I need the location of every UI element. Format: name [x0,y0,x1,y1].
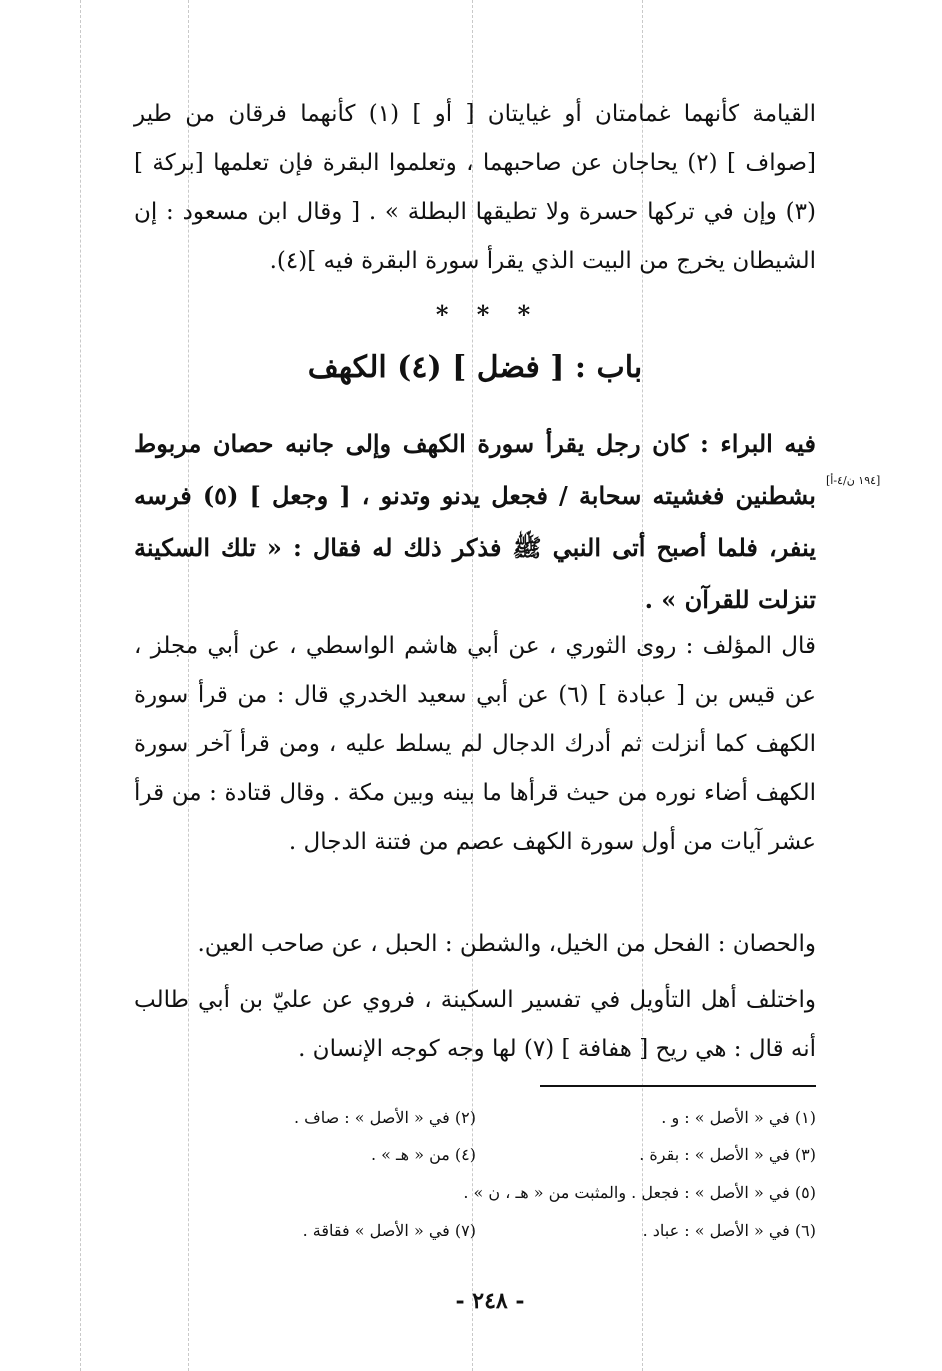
interpretation-paragraph: واختلف أهل التأويل في تفسير السكينة ، فروي عن عليّ بن أبي طالب أنه قال : هي ريح [ هفافة ] (٧) لها وجه كوجه الإنسان . [134,987,816,1062]
paragraph-top: القيامة كأنهما غمامتان أو غيايتان [ أو ] (١) كأنهما فرقان من طير [صواف ] (٢) يحاجان عن صاحبهما ، وتعلموا البقرة فإن تعلمها [بركة ] (٣) وإن في تركها حسرة ولا تطيقها البطلة » . [ وقال ابن مسعود : إن الشيطان يخرج من البيت الذي يقرأ سورة البقرة فيه ](٤). [134,101,816,274]
scan-guide-line [80,0,81,1371]
margin-reference: [١٩٤ ن/٤-أ] [826,474,881,487]
commentary-paragraph: قال المؤلف : روى الثوري ، عن أبي هاشم الواسطي ، عن أبي مجلز ، عن قيس بن [ عبادة ] (٦) عن أبي سعيد الخدري قال : من قرأ سورة الكهف كما أنزلت ثم أدرك الدجال لم يسلط عليه ، ومن قرأ آخر سورة الكهف أضاء نوره من حيث قرأها ما بينه وبين مكة . وقال قتادة : من قرأ عشر آيات من أول سورة الكهف عصم من فتنة الدجال . [134,633,817,855]
footnote-2: (٢) في « الأصل » : صاف . [293,1108,476,1127]
chapter-heading: باب : [ فضل ] (٤) الكهف [307,350,643,385]
footnote-7: (٧) في « الأصل » فقاقة . [302,1221,476,1240]
footnote-1: (١) في « الأصل » : و . [661,1108,816,1127]
footnote-3: (٣) في « الأصل » : بقرة . [639,1145,816,1164]
footnote-6: (٦) في « الأصل » : عباد . [642,1221,816,1240]
section-separator: * * * [435,300,541,329]
footnote-5: (٥) في « الأصل » : فجعل . والمثبت من « هـ ، ن » . [463,1183,816,1202]
hadith-paragraph: فيه البراء : كان رجل يقرأ سورة الكهف وإلى جانبه حصان مربوط بشطنين فغشيته سحابة / فجعل يدنو وتدنو ، [ وجعل ] (٥) فرسه ينفر، فلما أصبح أتى النبي ﷺ فذكر ذلك له فقال : « تلك السكينة تنزلت للقرآن » . [134,429,816,614]
definition-paragraph: والحصان : الفحل من الخيل، والشطن : الحبل ، عن صاحب العين. [197,931,816,957]
footnote-4: (٤) من « هـ » . [370,1145,476,1164]
page-number: - ٢٤٨ - [455,1288,525,1314]
footnote-rule [540,1085,816,1087]
